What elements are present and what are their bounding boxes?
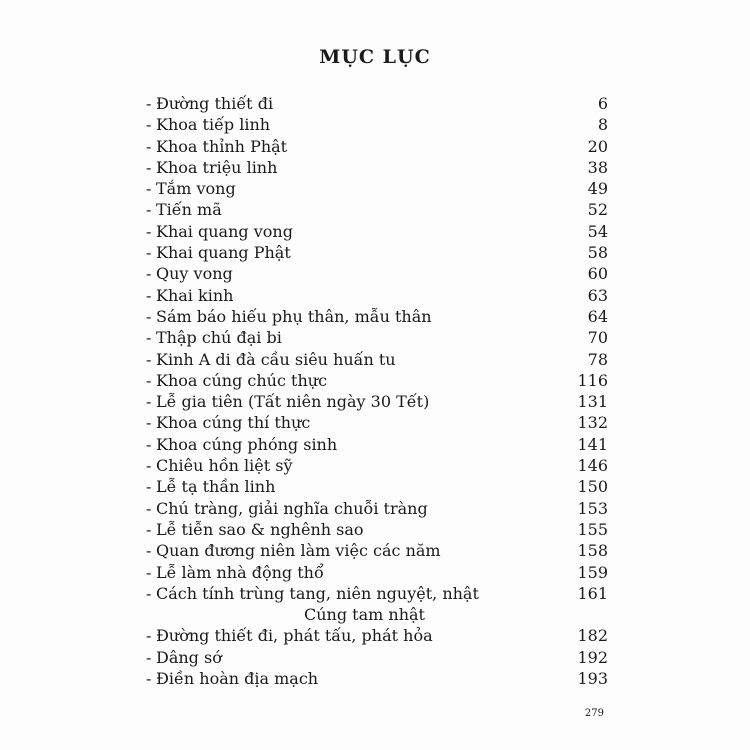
toc-bullet: - bbox=[146, 669, 152, 689]
toc-bullet: - bbox=[146, 370, 152, 390]
toc-bullet: - bbox=[146, 264, 152, 284]
toc-entry-title: Khoa triệu linh bbox=[156, 157, 278, 177]
toc-bullet: - bbox=[146, 243, 152, 263]
toc-entry-title: Lễ tiễn sao & nghênh sao bbox=[156, 519, 364, 539]
toc-entry-title: Khai kinh bbox=[156, 285, 234, 305]
toc-entry-title: Điền hoàn địa mạch bbox=[156, 669, 319, 689]
toc-bullet: - bbox=[146, 200, 152, 220]
toc-entry bbox=[146, 93, 608, 114]
toc-entry-title: Khoa cúng thí thực bbox=[156, 413, 311, 433]
toc-entry-page: 63 bbox=[587, 285, 608, 305]
toc-entry-page: 38 bbox=[587, 157, 608, 177]
toc-entry-page: 141 bbox=[577, 434, 608, 454]
toc-entry bbox=[146, 583, 608, 604]
toc-entry-title: Khoa cúng phóng sinh bbox=[156, 434, 338, 454]
toc-entry-page: 153 bbox=[577, 498, 608, 518]
toc-entry-title: Đường thiết đi, phát tấu, phát hỏa bbox=[156, 626, 433, 646]
toc-entry bbox=[146, 391, 608, 412]
toc-entry-title: Khoa tiếp linh bbox=[156, 115, 271, 135]
toc-entry-page: 60 bbox=[587, 264, 608, 284]
toc-entry-title: Chú tràng, giải nghĩa chuỗi tràng bbox=[156, 498, 428, 518]
toc-entry-page: 193 bbox=[577, 669, 608, 689]
page-title: MỤC LỤC bbox=[319, 46, 431, 68]
toc-entry-title: Khoa thỉnh Phật bbox=[156, 136, 288, 156]
toc-entry-page: 20 bbox=[587, 136, 608, 156]
toc-entry-title: Cách tính trùng tang, niên nguyệt, nhật bbox=[156, 583, 479, 603]
toc-bullet: - bbox=[146, 626, 152, 646]
toc-entry bbox=[146, 370, 608, 391]
toc-entry bbox=[146, 668, 608, 689]
toc-entry-title: Quy vong bbox=[156, 264, 233, 284]
toc-entry-page: 155 bbox=[577, 519, 608, 539]
toc-entry-title: Lễ tạ thần linh bbox=[156, 477, 276, 497]
toc-entry-page: 150 bbox=[577, 477, 608, 497]
toc-bullet: - bbox=[146, 541, 152, 561]
toc-entry-title: Thập chú đại bi bbox=[156, 328, 282, 348]
toc-entry-page: 131 bbox=[577, 392, 608, 412]
toc-entry bbox=[146, 327, 608, 348]
toc-entry-title: Khai quang Phật bbox=[156, 243, 291, 263]
toc-entry-title: Quan đương niên làm việc các năm bbox=[156, 541, 441, 561]
toc-entry-page: 70 bbox=[587, 328, 608, 348]
toc-entry-page: 49 bbox=[587, 179, 608, 199]
toc-bullet: - bbox=[146, 349, 152, 369]
toc-entry-page: 54 bbox=[587, 221, 608, 241]
toc-entry bbox=[146, 476, 608, 497]
toc-bullet: - bbox=[146, 328, 152, 348]
toc-entry bbox=[146, 519, 608, 540]
toc-bullet: - bbox=[146, 221, 152, 241]
toc-entry-page: 146 bbox=[577, 456, 608, 476]
toc-bullet: - bbox=[146, 498, 152, 518]
toc-entry-title: Khai quang vong bbox=[156, 221, 293, 241]
toc-entry bbox=[146, 434, 608, 455]
toc-entry-page: 116 bbox=[577, 370, 608, 390]
toc-entry-title: Sám báo hiếu phụ thân, mẫu thân bbox=[156, 306, 432, 326]
toc-bullet: - bbox=[146, 519, 152, 539]
toc-entry-title: Khoa cúng chúc thực bbox=[156, 370, 328, 390]
toc-entry bbox=[146, 263, 608, 284]
toc-entry-title: Lễ làm nhà động thổ bbox=[156, 562, 324, 582]
toc-entry bbox=[146, 562, 608, 583]
toc-entry bbox=[146, 178, 608, 199]
toc-entry-page: 6 bbox=[597, 94, 608, 113]
toc-entry-title: Lễ gia tiên (Tất niên ngày 30 Tết) bbox=[156, 392, 430, 412]
toc-entry-title: Tắm vong bbox=[156, 179, 236, 199]
toc-bullet: - bbox=[146, 115, 152, 135]
toc-entry bbox=[146, 540, 608, 561]
toc-bullet: - bbox=[146, 306, 152, 326]
toc-bullet: - bbox=[146, 583, 152, 603]
toc-entry bbox=[146, 199, 608, 220]
toc-bullet: - bbox=[146, 456, 152, 476]
toc-entry-page: 8 bbox=[597, 115, 608, 135]
table-of-contents bbox=[146, 93, 608, 689]
toc-entry-page: 58 bbox=[587, 243, 608, 263]
toc-bullet: - bbox=[146, 285, 152, 305]
toc-entry bbox=[146, 114, 608, 135]
toc-bullet: - bbox=[146, 157, 152, 177]
toc-bullet: - bbox=[146, 94, 152, 113]
toc-bullet: - bbox=[146, 136, 152, 156]
toc-entry-page: 52 bbox=[587, 200, 608, 220]
toc-entry bbox=[146, 157, 608, 178]
toc-bullet: - bbox=[146, 562, 152, 582]
toc-entry bbox=[146, 498, 608, 519]
toc-entry bbox=[146, 647, 608, 668]
toc-entry bbox=[146, 625, 608, 646]
toc-entry-page: 192 bbox=[577, 647, 608, 667]
toc-entry-page: 159 bbox=[577, 562, 608, 582]
toc-entry-page: 64 bbox=[587, 306, 608, 326]
toc-entry-page: 78 bbox=[587, 349, 608, 369]
toc-entry bbox=[146, 306, 608, 327]
toc-entry-title: Kinh A di đà cầu siêu huấn tu bbox=[156, 349, 396, 369]
toc-bullet: - bbox=[146, 477, 152, 497]
toc-entry bbox=[146, 242, 608, 263]
toc-entry bbox=[146, 221, 608, 242]
page-number: 279 bbox=[584, 708, 604, 719]
toc-entry bbox=[146, 349, 608, 370]
toc-entry-page: 158 bbox=[577, 541, 608, 561]
toc-bullet: - bbox=[146, 392, 152, 412]
toc-section-heading bbox=[146, 604, 608, 625]
toc-bullet: - bbox=[146, 647, 152, 667]
toc-entry bbox=[146, 412, 608, 433]
toc-bullet: - bbox=[146, 179, 152, 199]
toc-entry-title: Tiến mã bbox=[156, 200, 222, 220]
toc-entry-page: 182 bbox=[577, 626, 608, 646]
toc-entry-title: Dâng sớ bbox=[156, 647, 222, 667]
toc-entry bbox=[146, 455, 608, 476]
toc-entry bbox=[146, 136, 608, 157]
toc-entry-title: Đường thiết đi bbox=[156, 94, 274, 113]
toc-bullet: - bbox=[146, 434, 152, 454]
toc-entry-page: 161 bbox=[577, 583, 608, 603]
toc-entry-page: 132 bbox=[577, 413, 608, 433]
toc-entry bbox=[146, 285, 608, 306]
toc-section-title: Cúng tam nhật bbox=[304, 605, 425, 625]
toc-bullet: - bbox=[146, 413, 152, 433]
toc-entry-title: Chiêu hồn liệt sỹ bbox=[156, 456, 293, 476]
